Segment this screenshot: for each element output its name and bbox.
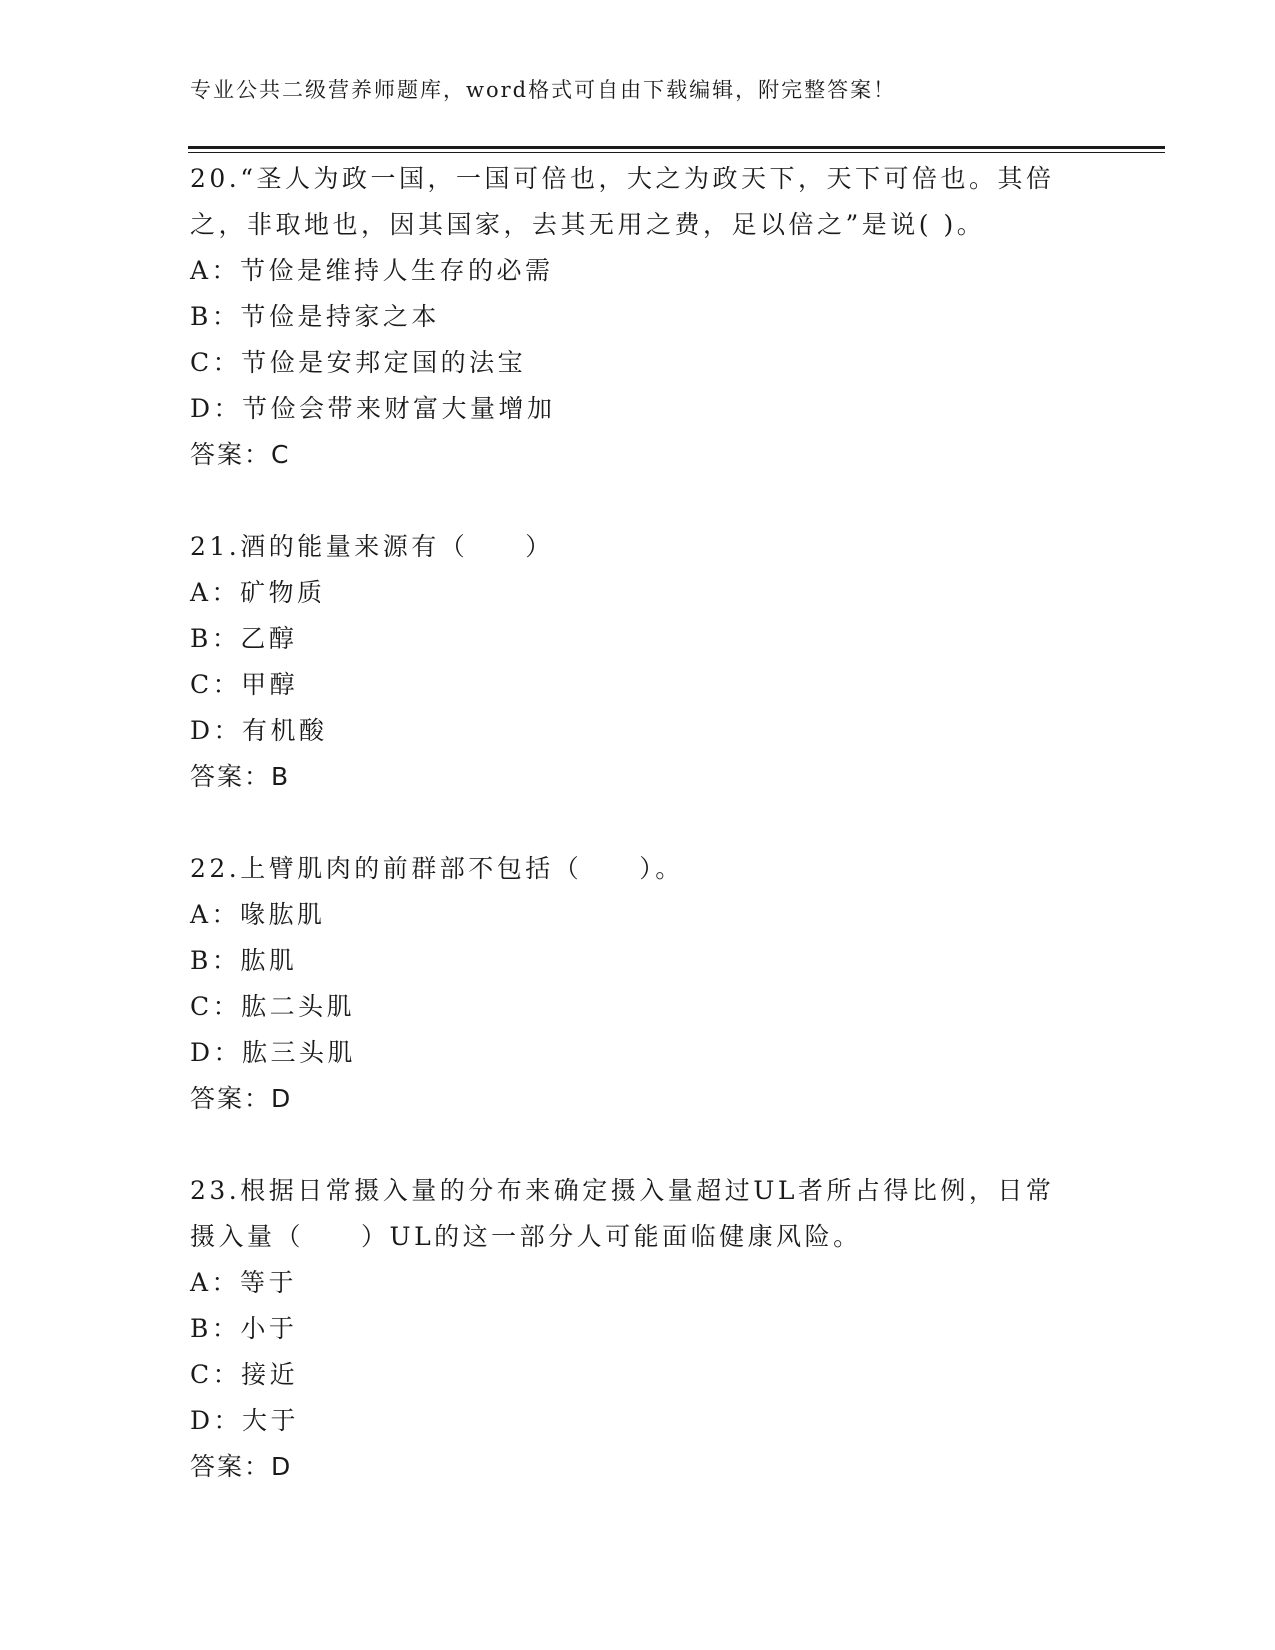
option-a: A：等于: [190, 1268, 298, 1297]
question-stem-line: 摄入量（ ）UL的这一部分人可能面临健康风险。: [190, 1222, 862, 1251]
question-stem-line: 20.“圣人为政一国，一国可倍也，大之为政天下，天下可倍也。其倍: [190, 164, 1055, 193]
question-20: [190, 156, 1090, 478]
option-b: B：节俭是持家之本: [190, 302, 440, 331]
option-c: C：接近: [190, 1360, 299, 1389]
question-stem-line: 23.根据日常摄入量的分布来确定摄入量超过UL者所占得比例，日常: [190, 1176, 1055, 1205]
option-d: D：大于: [190, 1406, 300, 1435]
option-a: A：节俭是维持人生存的必需: [190, 256, 554, 285]
option-c: C：肱二头肌: [190, 992, 356, 1021]
option-b: B：肱肌: [190, 946, 298, 975]
option-c: C：节俭是安邦定国的法宝: [190, 348, 527, 377]
header-rule-thick: [188, 146, 1165, 149]
question-list: [190, 156, 1090, 1536]
question-stem-line: 之，非取地也，因其国家，去其无用之费，足以倍之”是说( )。: [190, 210, 986, 239]
option-a: A：喙肱肌: [190, 900, 326, 929]
option-a: A：矿物质: [190, 578, 326, 607]
option-d: D：有机酸: [190, 716, 328, 745]
option-b: B：小于: [190, 1314, 298, 1343]
option-b: B：乙醇: [190, 624, 298, 653]
question-22: [190, 846, 1090, 1122]
header-rule-thin: [188, 152, 1165, 153]
answer-line: 答案：C: [190, 440, 291, 469]
answer-line: 答案：D: [190, 1084, 293, 1113]
question-stem-line: 22.上臂肌肉的前群部不包括（ ）。: [190, 854, 684, 883]
question-21: [190, 524, 1090, 800]
answer-line: 答案：D: [190, 1452, 293, 1481]
option-d: D：节俭会带来财富大量增加: [190, 394, 556, 423]
question-stem-line: 21.酒的能量来源有（ ）: [190, 532, 554, 561]
answer-line: 答案：B: [190, 762, 291, 791]
page-header: 专业公共二级营养师题库，word格式可自由下载编辑，附完整答案！: [190, 78, 897, 102]
option-d: D：肱三头肌: [190, 1038, 357, 1067]
option-c: C：甲醇: [190, 670, 299, 699]
question-23: [190, 1168, 1090, 1490]
